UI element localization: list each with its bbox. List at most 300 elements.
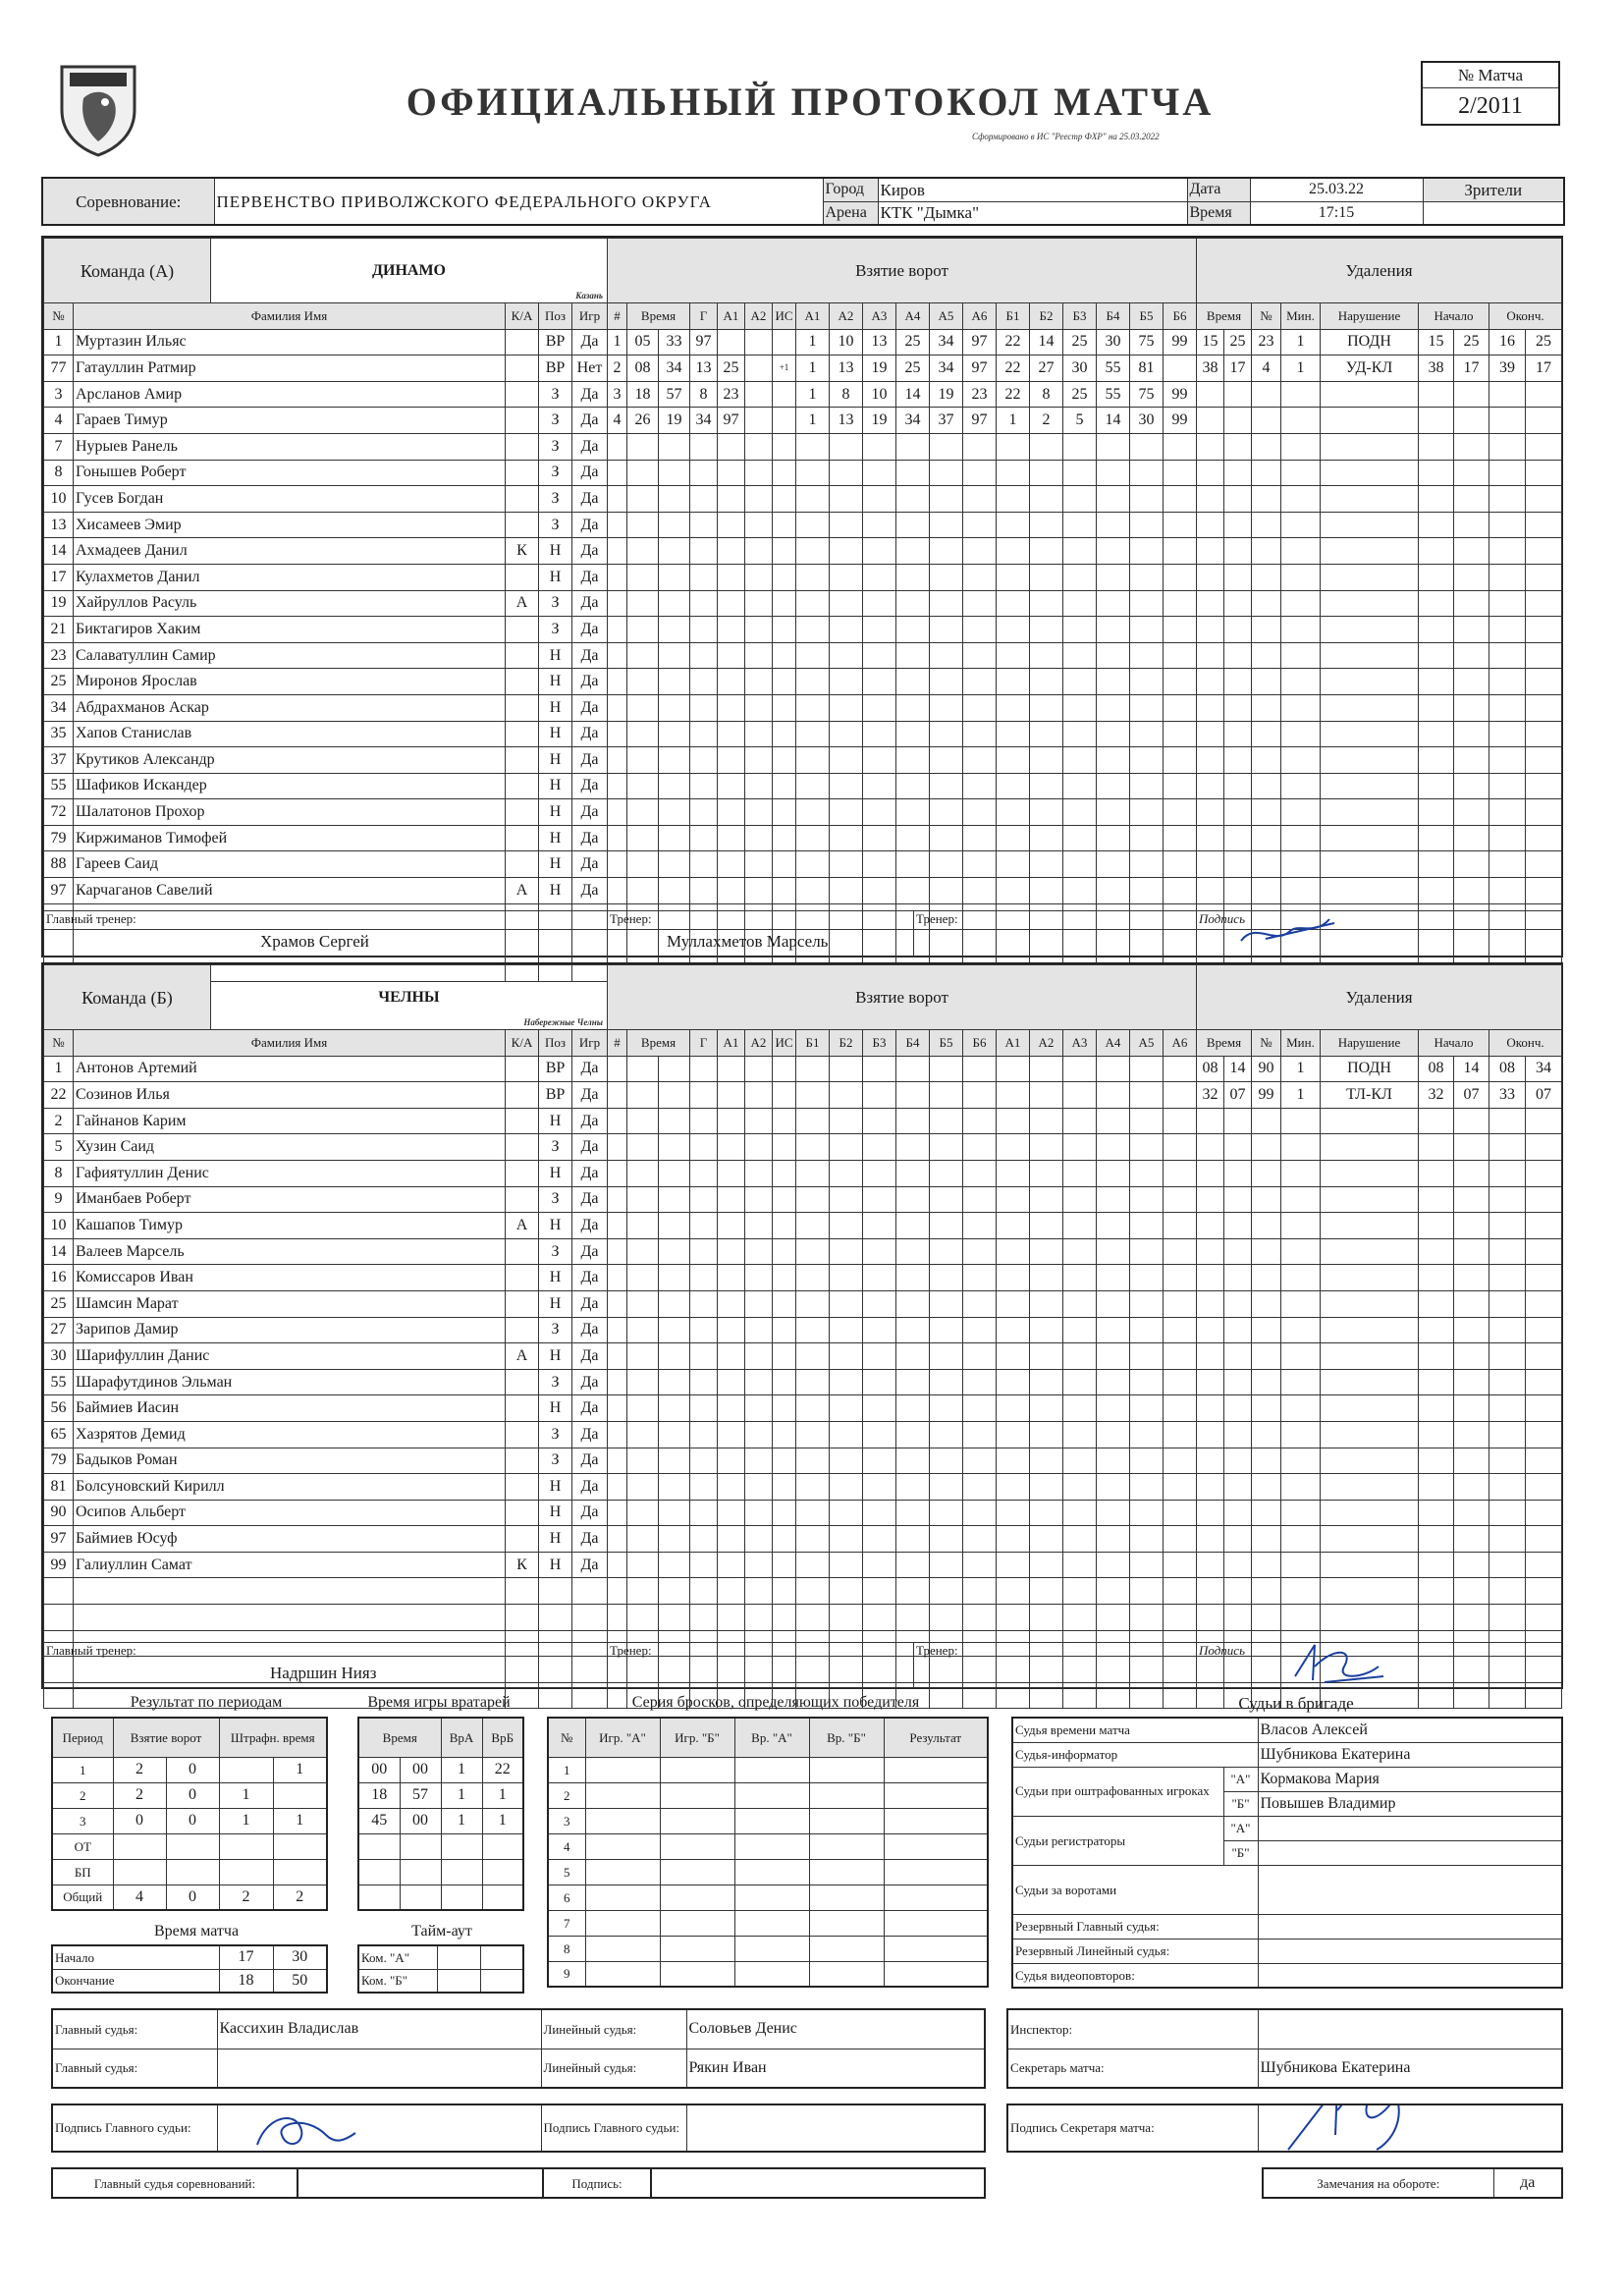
table-row <box>44 538 608 565</box>
goalie-a: 1 <box>441 1808 482 1833</box>
empty-cell <box>1419 1160 1454 1186</box>
goal-number: 3 <box>608 381 627 408</box>
goal-row <box>608 825 1197 851</box>
shootout-number: 9 <box>548 1961 585 1987</box>
empty-cell <box>690 878 718 904</box>
empty-cell <box>1224 1108 1252 1134</box>
goal-seconds: 57 <box>659 381 690 408</box>
empty-cell <box>963 1369 997 1395</box>
empty-cell <box>1526 460 1562 486</box>
goal-situation <box>773 381 796 408</box>
empty-cell <box>659 1265 690 1291</box>
empty-cell <box>1063 617 1097 643</box>
empty-cell <box>690 773 718 799</box>
match-start-mm: 17 <box>219 1945 273 1969</box>
empty-cell <box>830 1474 863 1501</box>
penalty-row <box>1197 617 1562 643</box>
empty-cell <box>659 1186 690 1213</box>
player-number: 25 <box>44 1290 74 1317</box>
empty-cell <box>1197 590 1224 617</box>
team-a-coaches <box>43 910 1562 956</box>
goal-header-hash: # <box>608 303 627 330</box>
on-ice-a: 13 <box>830 355 863 382</box>
goal-row <box>608 878 1197 904</box>
empty-cell <box>659 1213 690 1239</box>
empty-cell <box>963 1238 997 1265</box>
player-position: З <box>539 460 572 486</box>
player-plays: Да <box>572 433 608 460</box>
empty-cell <box>1197 694 1224 721</box>
empty-cell <box>659 1395 690 1422</box>
empty-cell <box>690 1343 718 1370</box>
player-number: 90 <box>44 1500 74 1526</box>
penalty-header-start: Начало <box>1419 303 1489 330</box>
goal-row <box>608 1526 1197 1553</box>
empty-cell <box>1063 1369 1097 1395</box>
player-role <box>506 721 539 747</box>
empty-cell <box>627 694 659 721</box>
empty-cell <box>773 617 796 643</box>
player-name: Гареев Саид <box>74 851 506 878</box>
empty-cell <box>796 694 830 721</box>
team-a-head-coach-label: Главный тренер: <box>46 911 136 926</box>
goalie-minutes <box>358 1859 400 1885</box>
empty-cell <box>718 1369 745 1395</box>
empty-cell <box>809 1936 884 1961</box>
on-ice-header-b6: А6 <box>1164 1030 1197 1057</box>
empty-cell <box>1097 512 1130 538</box>
empty-cell <box>1030 1395 1063 1422</box>
player-name: Шафиков Искандер <box>74 773 506 799</box>
empty-cell <box>745 1343 773 1370</box>
empty-cell <box>1224 1474 1252 1501</box>
empty-cell <box>1097 1578 1130 1605</box>
empty-cell <box>659 825 690 851</box>
empty-cell <box>963 1500 997 1526</box>
penalty-header-no: № <box>1252 1030 1281 1057</box>
empty-cell <box>745 1395 773 1422</box>
empty-cell <box>1526 564 1562 590</box>
empty-cell <box>1526 747 1562 774</box>
empty-cell <box>608 1448 627 1474</box>
penalty-header-start: Начало <box>1419 1030 1489 1057</box>
empty-cell <box>896 433 930 460</box>
empty-cell <box>830 1160 863 1186</box>
empty-cell <box>608 642 627 669</box>
player-position: ВР <box>539 355 572 382</box>
empty-cell <box>745 1213 773 1239</box>
empty-cell <box>997 747 1030 774</box>
goal-row <box>608 460 1197 486</box>
empty-cell <box>863 512 896 538</box>
goal-row <box>608 329 1197 355</box>
empty-cell <box>1224 799 1252 826</box>
period-goals-a <box>113 1833 166 1859</box>
penalty-violation: ПОДН <box>1321 329 1419 355</box>
goal-row <box>608 669 1197 695</box>
penalty-seconds: 07 <box>1224 1082 1252 1109</box>
empty-cell <box>1281 433 1321 460</box>
empty-cell <box>896 1605 930 1631</box>
empty-cell <box>1097 617 1130 643</box>
goal-header-hash: # <box>608 1030 627 1057</box>
team-b-top <box>43 964 1562 1030</box>
player-position: Н <box>539 851 572 878</box>
empty-cell <box>997 878 1030 904</box>
goal-row <box>608 1578 1197 1605</box>
empty-cell <box>1130 617 1164 643</box>
empty-cell <box>1030 1056 1063 1082</box>
empty-cell <box>1419 1134 1454 1161</box>
empty-cell <box>608 1317 627 1343</box>
empty-cell <box>1097 1238 1130 1265</box>
empty-cell <box>627 799 659 826</box>
empty-cell <box>1224 617 1252 643</box>
on-ice-a: 34 <box>896 408 930 434</box>
date-value: 25.03.22 <box>1250 178 1423 201</box>
empty-cell <box>1030 590 1063 617</box>
empty-cell <box>1281 1395 1321 1422</box>
empty-cell <box>1489 512 1526 538</box>
empty-cell <box>963 538 997 565</box>
on-ice-header-a1: А1 <box>796 303 830 330</box>
on-ice-a: 97 <box>963 329 997 355</box>
empty-cell <box>1164 1186 1197 1213</box>
empty-cell <box>608 851 627 878</box>
empty-cell <box>930 433 963 460</box>
empty-cell <box>863 1500 896 1526</box>
line-referee-2: Рякин Иван <box>686 2049 985 2088</box>
player-plays: Да <box>572 590 608 617</box>
empty-cell <box>1130 1605 1164 1631</box>
shootout-row <box>548 1961 988 1987</box>
player-plays: Да <box>572 721 608 747</box>
penalty-duration: 1 <box>1281 1056 1321 1082</box>
empty-cell <box>1419 1290 1454 1317</box>
empty-cell <box>1489 1395 1526 1422</box>
penalty-start-ss: 07 <box>1454 1082 1489 1109</box>
empty-cell <box>796 538 830 565</box>
empty-cell <box>1281 773 1321 799</box>
empty-cell <box>1489 747 1526 774</box>
empty-cell <box>863 1290 896 1317</box>
player-role <box>506 1290 539 1317</box>
empty-cell <box>745 773 773 799</box>
empty-cell <box>830 564 863 590</box>
empty-cell <box>773 721 796 747</box>
empty-cell <box>1224 590 1252 617</box>
empty-cell <box>627 1108 659 1134</box>
empty-cell <box>863 486 896 513</box>
empty-cell <box>1164 1108 1197 1134</box>
empty-cell <box>1526 1265 1562 1291</box>
roster-header-no: № <box>44 1030 74 1057</box>
empty-cell <box>1063 1317 1097 1343</box>
empty-cell <box>1224 1448 1252 1474</box>
empty-cell <box>773 538 796 565</box>
empty-cell <box>734 1910 809 1936</box>
empty-cell <box>930 1605 963 1631</box>
empty-cell <box>1130 1395 1164 1422</box>
empty-cell <box>1097 538 1130 565</box>
empty-cell <box>1454 538 1489 565</box>
table-row <box>44 1186 608 1213</box>
empty-cell <box>796 617 830 643</box>
empty-cell <box>1489 564 1526 590</box>
player-plays: Да <box>572 1108 608 1134</box>
empty-cell <box>863 1238 896 1265</box>
empty-cell <box>1489 669 1526 695</box>
on-ice-header-b2: Б2 <box>1030 303 1063 330</box>
empty-cell <box>1526 669 1562 695</box>
player-name: Гусев Богдан <box>74 486 506 513</box>
empty-cell <box>896 1108 930 1134</box>
empty-cell <box>773 1474 796 1501</box>
empty-cell <box>1097 1213 1130 1239</box>
empty-cell <box>773 1290 796 1317</box>
player-role <box>506 512 539 538</box>
penalty-player: 99 <box>1252 1082 1281 1109</box>
empty-cell <box>1419 642 1454 669</box>
empty-cell <box>1419 1343 1454 1370</box>
empty-cell <box>1454 825 1489 851</box>
player-number: 81 <box>44 1474 74 1501</box>
empty-cell <box>997 1395 1030 1422</box>
penalty-row <box>1197 1238 1562 1265</box>
empty-cell <box>627 1290 659 1317</box>
empty-cell <box>963 721 997 747</box>
goalie-row <box>358 1833 523 1859</box>
empty-cell <box>659 1421 690 1448</box>
empty-cell <box>1454 1605 1489 1631</box>
empty-cell <box>1063 721 1097 747</box>
empty-cell <box>627 1500 659 1526</box>
shootout-number: 1 <box>548 1757 585 1782</box>
officials-table <box>1011 1717 1563 1989</box>
empty-cell <box>1130 669 1164 695</box>
empty-cell <box>1281 1578 1321 1605</box>
empty-cell <box>627 617 659 643</box>
empty-cell <box>1097 1369 1130 1395</box>
officials-title: Судьи в бригаде <box>1238 1694 1354 1713</box>
shootout-title: Серия бросков, определяющих победителя <box>631 1694 920 1711</box>
empty-cell <box>690 1082 718 1109</box>
player-name: Комиссаров Иван <box>74 1265 506 1291</box>
empty-cell <box>896 1160 930 1186</box>
empty-cell <box>773 1238 796 1265</box>
empty-cell <box>1063 825 1097 851</box>
team_a-roster-table <box>43 302 608 982</box>
empty-cell <box>1197 1108 1224 1134</box>
empty-cell <box>608 1605 627 1631</box>
shootout-header-3: Вр. "А" <box>734 1718 809 1757</box>
empty-cell <box>718 433 745 460</box>
empty-cell <box>1252 747 1281 774</box>
empty-cell <box>745 694 773 721</box>
empty-cell <box>773 1082 796 1109</box>
empty-cell <box>963 433 997 460</box>
penalty-row <box>1197 538 1562 565</box>
empty-cell <box>1321 1238 1419 1265</box>
goal-assist-2 <box>745 381 773 408</box>
player-role <box>506 1108 539 1134</box>
on-ice-header-a4: Б4 <box>896 1030 930 1057</box>
empty-cell <box>1130 1474 1164 1501</box>
period-name: БП <box>52 1859 113 1885</box>
empty-cell <box>1224 564 1252 590</box>
period-pim-b: 1 <box>273 1808 327 1833</box>
empty-cell <box>1030 799 1063 826</box>
table-row <box>44 1605 608 1631</box>
empty-cell <box>1224 694 1252 721</box>
player-role <box>506 617 539 643</box>
empty-cell <box>1321 1160 1419 1186</box>
team_a-roster-header <box>44 303 608 330</box>
penalty-header-time: Время <box>1197 1030 1252 1057</box>
competition-label: Соревнование: <box>42 178 214 225</box>
table-row <box>44 1421 608 1448</box>
team_a-penalties-table <box>1196 302 1562 982</box>
empty-cell <box>830 538 863 565</box>
empty-cell <box>930 1578 963 1605</box>
player-role <box>506 1056 539 1082</box>
table-row <box>44 721 608 747</box>
empty-cell <box>734 1757 809 1782</box>
empty-cell <box>1164 721 1197 747</box>
empty-cell <box>718 1448 745 1474</box>
empty-cell <box>74 1578 506 1605</box>
remarks <box>1262 2167 1563 2199</box>
player-role <box>506 355 539 382</box>
player-name: Гайнанов Карим <box>74 1108 506 1134</box>
video-judge-label: Судья видеоповторов: <box>1012 1963 1258 1988</box>
player-role <box>506 1186 539 1213</box>
player-number: 9 <box>44 1186 74 1213</box>
empty-cell <box>930 1108 963 1134</box>
empty-cell <box>1224 1369 1252 1395</box>
empty-cell <box>1164 694 1197 721</box>
empty-cell <box>1281 1343 1321 1370</box>
empty-cell <box>1454 694 1489 721</box>
goalies-header-b: ВрБ <box>482 1718 523 1757</box>
penalty-row <box>1197 1500 1562 1526</box>
empty-cell <box>1526 878 1562 904</box>
empty-cell <box>1164 825 1197 851</box>
team_b-roster-header <box>44 1030 608 1057</box>
empty-cell <box>896 1448 930 1474</box>
reserve-main-label: Резервный Главный судья: <box>1012 1914 1258 1939</box>
empty-cell <box>1197 512 1224 538</box>
on-ice-b: 55 <box>1097 381 1130 408</box>
goal-row <box>608 617 1197 643</box>
empty-cell <box>1197 1448 1224 1474</box>
empty-cell <box>1030 1082 1063 1109</box>
empty-cell <box>1526 1448 1562 1474</box>
empty-cell <box>1130 564 1164 590</box>
empty-cell <box>1252 694 1281 721</box>
player-plays: Да <box>572 381 608 408</box>
empty-cell <box>1164 1369 1197 1395</box>
empty-cell <box>997 1421 1030 1448</box>
empty-cell <box>1097 590 1130 617</box>
empty-cell <box>796 512 830 538</box>
player-position: З <box>539 1369 572 1395</box>
empty-cell <box>997 1186 1030 1213</box>
empty-cell <box>1489 1265 1526 1291</box>
empty-cell <box>773 878 796 904</box>
player-role <box>506 1448 539 1474</box>
line-referee-1-label: Линейный судья: <box>541 2009 686 2049</box>
team-a-signature-cell <box>1197 911 1562 956</box>
empty-cell <box>773 1369 796 1395</box>
empty-cell <box>718 1343 745 1370</box>
empty-cell <box>690 1605 718 1631</box>
empty-cell <box>1252 617 1281 643</box>
on-ice-a: 10 <box>863 381 896 408</box>
player-plays: Да <box>572 642 608 669</box>
empty-cell <box>1489 1605 1526 1631</box>
empty-cell <box>997 433 1030 460</box>
player-plays: Да <box>572 773 608 799</box>
empty-cell <box>884 1808 988 1833</box>
empty-cell <box>1063 851 1097 878</box>
on-ice-b: 75 <box>1130 381 1164 408</box>
empty-cell <box>585 1833 660 1859</box>
empty-cell <box>608 1395 627 1422</box>
match-number-box <box>1421 61 1560 126</box>
player-number: 5 <box>44 1134 74 1161</box>
empty-cell <box>1197 486 1224 513</box>
player-position: З <box>539 512 572 538</box>
city-label: Город <box>823 178 878 201</box>
table-row <box>44 747 608 774</box>
penalty-row <box>1197 878 1562 904</box>
on-ice-a: 19 <box>863 355 896 382</box>
empty-cell <box>773 1317 796 1343</box>
goal-assist-1: 25 <box>718 355 745 382</box>
on-ice-b: 1 <box>997 408 1030 434</box>
empty-cell <box>627 669 659 695</box>
empty-cell <box>1526 1605 1562 1631</box>
empty-cell <box>997 1160 1030 1186</box>
empty-cell <box>896 747 930 774</box>
empty-cell <box>1419 486 1454 513</box>
empty-cell <box>1321 381 1419 408</box>
table-row <box>44 617 608 643</box>
empty-cell <box>796 1474 830 1501</box>
empty-cell <box>1063 1500 1097 1526</box>
empty-cell <box>773 1160 796 1186</box>
empty-cell <box>1130 1238 1164 1265</box>
empty-cell <box>863 590 896 617</box>
empty-cell <box>608 1343 627 1370</box>
empty-cell <box>745 878 773 904</box>
player-name: Карчаганов Савелий <box>74 878 506 904</box>
period-goals-a <box>113 1859 166 1885</box>
penalty-b-tag: "Б" <box>1223 1791 1258 1816</box>
goal-header-a1: А1 <box>718 303 745 330</box>
table-row <box>44 1448 608 1474</box>
empty-cell <box>659 1134 690 1161</box>
empty-cell <box>1252 1186 1281 1213</box>
goalie-row <box>358 1782 523 1808</box>
empty-cell <box>830 1552 863 1578</box>
spectators-label: Зрители <box>1423 178 1564 201</box>
goal-header-time: Время <box>627 1030 690 1057</box>
player-plays: Да <box>572 1500 608 1526</box>
empty-cell <box>1321 1500 1419 1526</box>
team-b-city: Набережные Челны <box>523 1017 603 1027</box>
